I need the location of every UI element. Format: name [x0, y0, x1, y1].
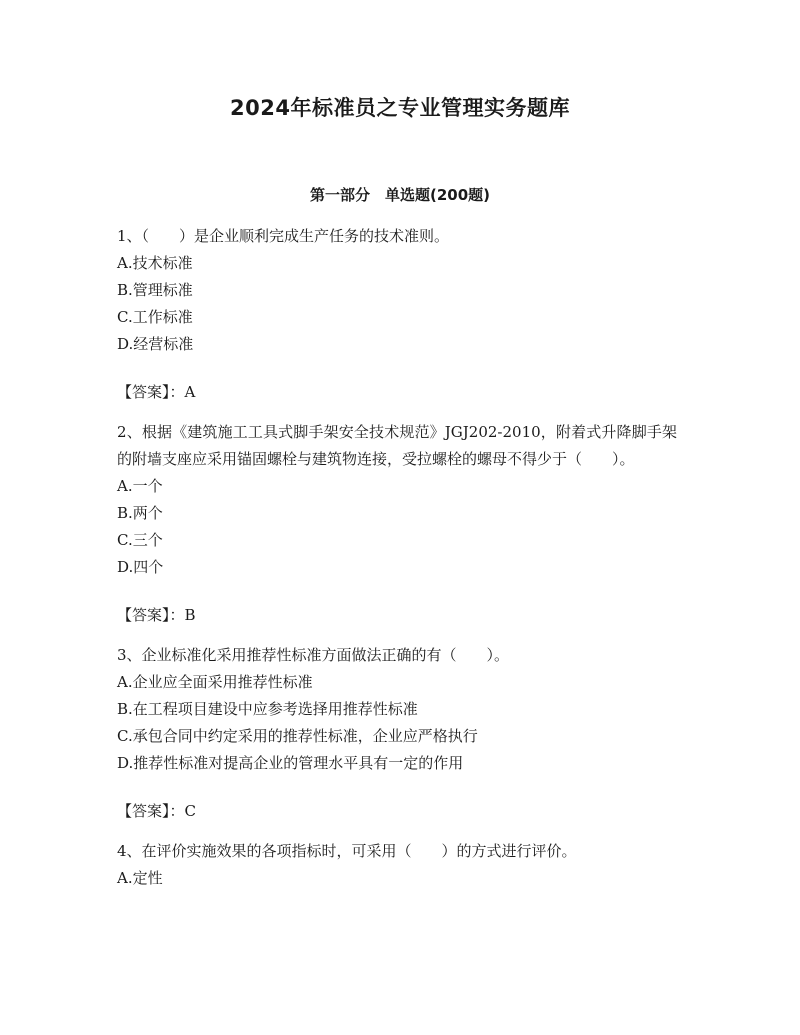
question-2: [117, 419, 677, 629]
option-a: A.一个: [117, 477, 163, 495]
question-3: [117, 642, 677, 825]
option-c: C.承包合同中约定采用的推荐性标准，企业应严格执行: [117, 727, 478, 745]
option-d: D.经营标准: [117, 335, 194, 353]
option-b: B.管理标准: [117, 281, 193, 299]
section-title: 第一部分 单选题(200题): [309, 186, 491, 204]
option-a: A.技术标准: [117, 254, 193, 272]
question-list: [117, 223, 677, 892]
option-b: B.在工程项目建设中应参考选择用推荐性标准: [117, 700, 418, 718]
answer-label: 【答案】：: [117, 606, 185, 624]
answer-label: 【答案】：: [117, 383, 185, 401]
option-d: D.推荐性标准对提高企业的管理水平具有一定的作用: [117, 754, 464, 772]
question-text: 4、在评价实施效果的各项指标时，可采用（ ）的方式进行评价。: [117, 842, 577, 860]
question-text: 3、企业标准化采用推荐性标准方面做法正确的有（ ）。: [117, 646, 510, 664]
answer-value: C: [184, 802, 196, 820]
option-a: A.企业应全面采用推荐性标准: [117, 673, 313, 691]
document-title: 2024年标准员之专业管理实务题库: [230, 96, 570, 120]
option-a: A.定性: [117, 869, 163, 887]
answer-line: [117, 798, 677, 825]
question-4: [117, 838, 677, 892]
answer-value: B: [184, 606, 196, 624]
option-b: B.两个: [117, 504, 163, 522]
question-text: 2、根据《建筑施工工具式脚手架安全技术规范》JGJ202-2010，附着式升降脚手架的附墙支座应采用锚固螺栓与建筑物连接，受拉螺栓的螺母不得少于（ ）。: [117, 423, 677, 468]
answer-line: [117, 602, 677, 629]
option-c: C.三个: [117, 531, 163, 549]
answer-value: A: [184, 383, 196, 401]
question-text: 1、（ ）是企业顺利完成生产任务的技术准则。: [117, 227, 450, 245]
answer-line: [117, 379, 677, 406]
option-c: C.工作标准: [117, 308, 193, 326]
question-1: [117, 223, 677, 406]
option-d: D.四个: [117, 558, 164, 576]
answer-label: 【答案】：: [117, 802, 185, 820]
